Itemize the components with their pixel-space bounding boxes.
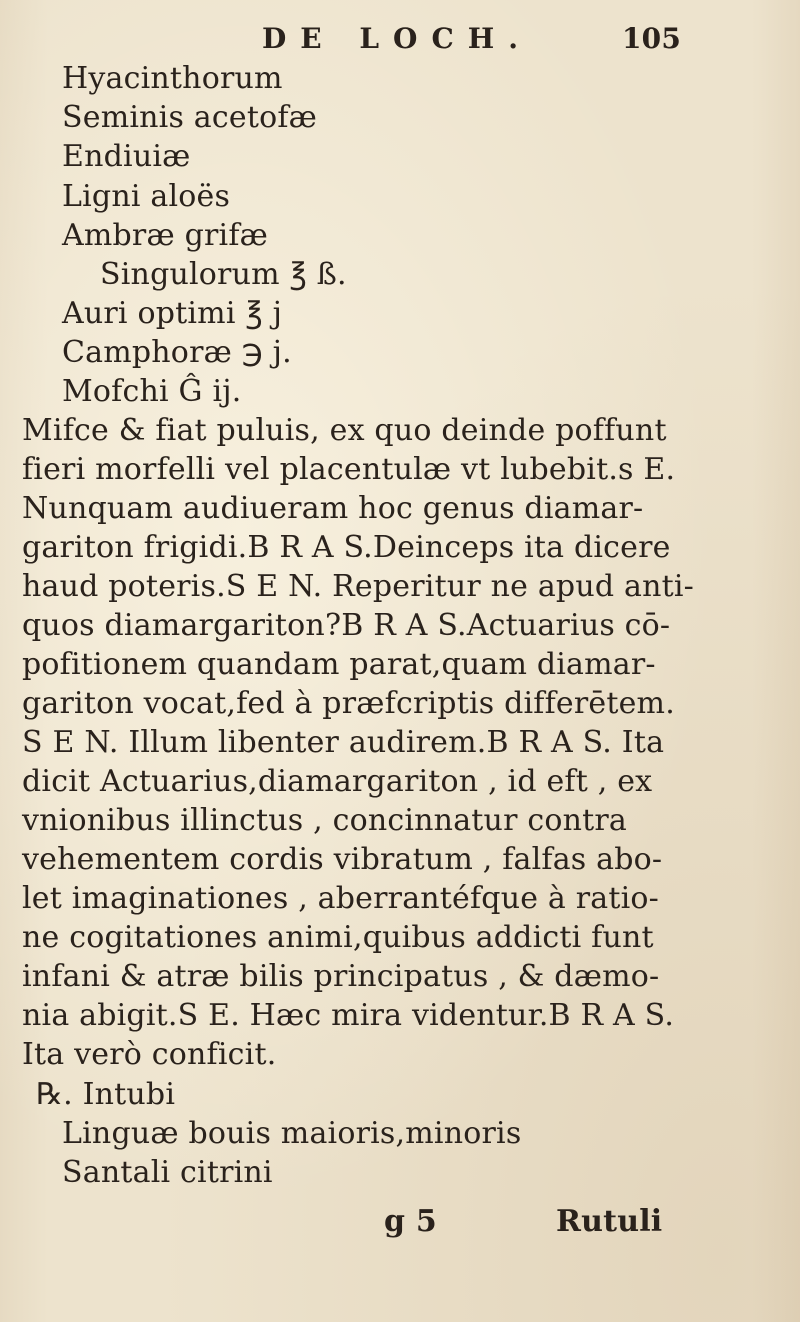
text-line-21: vehementem cordis vibratum , falfas abo- [22, 842, 663, 877]
text-line-14: haud poteris.S E N. Reperitur ne apud anti- [22, 569, 694, 604]
text-line-24: infani & atræ bilis principatus , & dæmo- [22, 959, 660, 994]
text-line-3: Endiuiæ [62, 139, 191, 174]
text-line-19: dicit Actuarius,diamargariton , id eft , ex [22, 764, 653, 799]
text-line-22: let imaginationes , aberrantéfque à ratio- [22, 881, 660, 916]
text-line-4: Ligni aloës [62, 179, 231, 214]
text-line-6: Singulorum ℥ ß. [100, 257, 347, 292]
text-line-28: Linguæ bouis maioris,minoris [62, 1116, 522, 1151]
text-line-9: Mofchi Ĝ ij. [62, 374, 242, 409]
text-line-18: S E N. Illum libenter audirem.B R A S. Ita [22, 725, 665, 760]
text-line-8: Camphoræ ℈ j. [62, 335, 292, 370]
text-line-29: Santali citrini [62, 1155, 273, 1190]
text-line-15: quos diamargariton?B R A S.Actuarius cō- [22, 608, 671, 643]
text-line-7: Auri optimi ℥ j [62, 296, 283, 331]
text-line-20: vnionibus illinctus , concinnatur contra [22, 803, 628, 838]
text-line-1: Hyacinthorum [62, 61, 283, 96]
signature-mark: g 5 [384, 1204, 437, 1239]
running-title: DE LOCH. [262, 22, 532, 55]
text-line-23: ne cogitationes animi,quibus addicti funt [22, 920, 654, 955]
text-line-5: Ambræ grifæ [62, 218, 269, 253]
text-line-13: gariton frigidi.B R A S.Deinceps ita dicere [22, 530, 671, 565]
catchword: Rutuli [556, 1204, 663, 1239]
text-line-16: pofitionem quandam parat,quam diamar- [22, 647, 656, 682]
text-line-26: Ita verò conficit. [22, 1037, 277, 1072]
text-line-27: ℞. Intubi [36, 1077, 176, 1112]
text-line-11: fieri morfelli vel placentulæ vt lubebit.s E. [22, 452, 676, 487]
text-line-10: Mifce & fiat puluis, ex quo deinde poffunt [22, 413, 667, 448]
page-number: 105 [622, 22, 682, 55]
text-line-25: nia abigit.S E. Hæc mira videntur.B R A S. [22, 998, 675, 1033]
text-line-12: Nunquam audiueram hoc genus diamar- [22, 491, 644, 526]
text-line-17: gariton vocat,fed à præfcriptis differētem. [22, 686, 675, 721]
text-line-2: Seminis acetofæ [62, 100, 318, 135]
